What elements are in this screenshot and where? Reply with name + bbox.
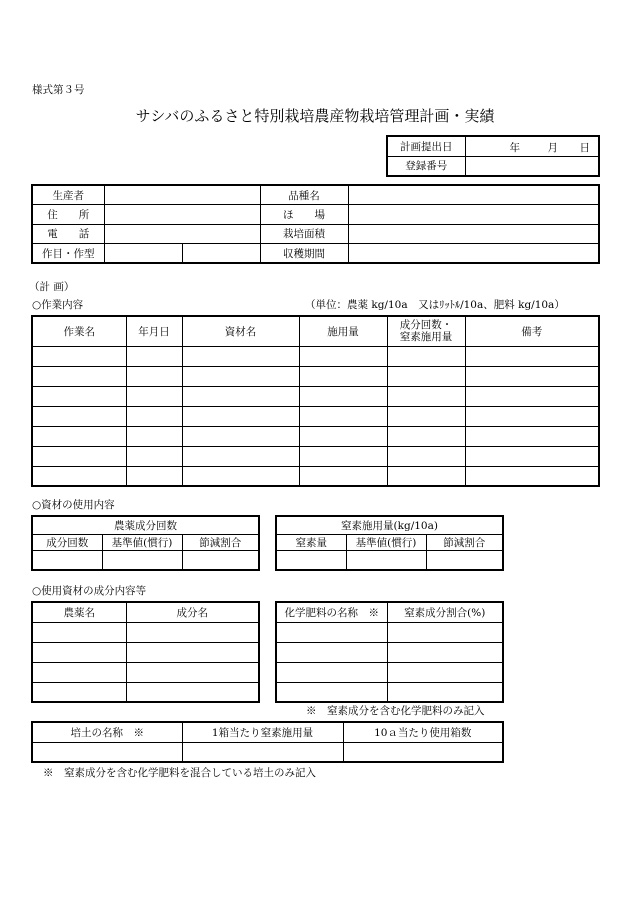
field-field[interactable]: [348, 205, 599, 225]
work-header-name: 作業名: [32, 316, 126, 346]
soil-note: ※ 窒素成分を含む化学肥料を混合している培土のみ記入: [43, 767, 316, 779]
table-row: [32, 366, 599, 386]
nitrogen-ratio-header: 窒素成分割合(%): [387, 602, 503, 622]
reg-no-label: 登録番号: [387, 156, 465, 176]
work-header-material: 資材名: [182, 316, 299, 346]
components-section-title: ○使用資材の成分内容等: [32, 585, 147, 597]
table-row: [32, 466, 599, 486]
plan-box: [386, 135, 600, 177]
soil-boxes-header: 10ａ当たり使用箱数: [343, 722, 503, 742]
nitrogen-header-standard: 基準値(慣行): [346, 534, 426, 550]
nitrogen-header-amount: 窒素量: [276, 534, 346, 550]
address-label: 住 所: [32, 205, 104, 225]
work-header-remarks: 備考: [465, 316, 599, 346]
harvest-label: 収穫期間: [260, 244, 348, 264]
producer-label: 生産者: [32, 185, 104, 205]
table-row: [276, 662, 503, 682]
work-header-amount: 施用量: [299, 316, 387, 346]
table-row: [32, 446, 599, 466]
crop-type-field-2[interactable]: [182, 244, 260, 264]
variety-field[interactable]: [348, 185, 599, 205]
table-row: [32, 622, 259, 642]
pesticide-header-count: 成分回数: [32, 534, 102, 550]
plan-date-field[interactable]: [465, 136, 599, 156]
units-note: （単位：農薬 kg/10a 又はﾘｯﾄﾙ/10a、肥料 kg/10a）: [305, 299, 565, 311]
work-section-title: ○作業内容: [32, 299, 84, 311]
reg-no-field[interactable]: [465, 156, 599, 176]
work-header-components: 成分回数・ 窒素施用量: [387, 316, 465, 346]
month-label: 月: [547, 142, 558, 154]
crop-type-label: 作目・作型: [32, 244, 104, 264]
address-field[interactable]: [104, 205, 260, 225]
page-title: サシバのふるさと特別栽培農産物栽培管理計画・実績: [135, 107, 495, 125]
table-row: [32, 406, 599, 426]
table-row: [276, 682, 503, 702]
area-field[interactable]: [348, 224, 599, 244]
pesticide-name-header: 農薬名: [32, 602, 126, 622]
table-row: [32, 682, 259, 702]
work-header-date: 年月日: [126, 316, 182, 346]
pesticide-header-standard: 基準値(慣行): [102, 534, 182, 550]
soil-name-header: 培土の名称 ※: [32, 722, 182, 742]
area-label: 栽培面積: [260, 224, 348, 244]
plan-date-label: 計画提出日: [387, 136, 465, 156]
plan-label: （計 画）: [29, 281, 75, 293]
table-row: [276, 642, 503, 662]
pesticide-components-table: [31, 601, 260, 703]
crop-type-field-1[interactable]: [104, 244, 182, 264]
table-row: [32, 386, 599, 406]
day-label: 日: [579, 142, 590, 154]
component-name-header: 成分名: [126, 602, 259, 622]
work-table: [31, 315, 600, 487]
info-table: [31, 184, 600, 264]
table-row: [32, 346, 599, 366]
phone-label: 電 話: [32, 224, 104, 244]
form-number: 様式第３号: [32, 84, 85, 96]
table-row: [32, 426, 599, 446]
pesticide-header-reduction: 節減割合: [182, 534, 259, 550]
fertilizer-components-table: [275, 601, 504, 703]
fertilizer-name-header: 化学肥料の名称 ※: [276, 602, 387, 622]
table-row: [276, 622, 503, 642]
materials-section-title: ○資材の使用内容: [32, 499, 115, 511]
year-label: 年: [509, 142, 520, 154]
table-row: [32, 642, 259, 662]
pesticide-count-table: [31, 515, 260, 571]
variety-label: 品種名: [260, 185, 348, 205]
table-row: [32, 662, 259, 682]
fertilizer-note: ※ 窒素成分を含む化学肥料のみ記入: [306, 705, 485, 717]
soil-table: [31, 721, 504, 763]
nitrogen-header-reduction: 節減割合: [426, 534, 503, 550]
pesticide-count-title: 農薬成分回数: [32, 516, 259, 534]
soil-nitrogen-header: 1箱当たり窒素施用量: [182, 722, 343, 742]
phone-field[interactable]: [104, 224, 260, 244]
nitrogen-title: 窒素施用量(kg/10a): [276, 516, 503, 534]
harvest-field[interactable]: [348, 244, 599, 264]
producer-field[interactable]: [104, 185, 260, 205]
nitrogen-table: [275, 515, 504, 571]
field-label: ほ 場: [260, 205, 348, 225]
